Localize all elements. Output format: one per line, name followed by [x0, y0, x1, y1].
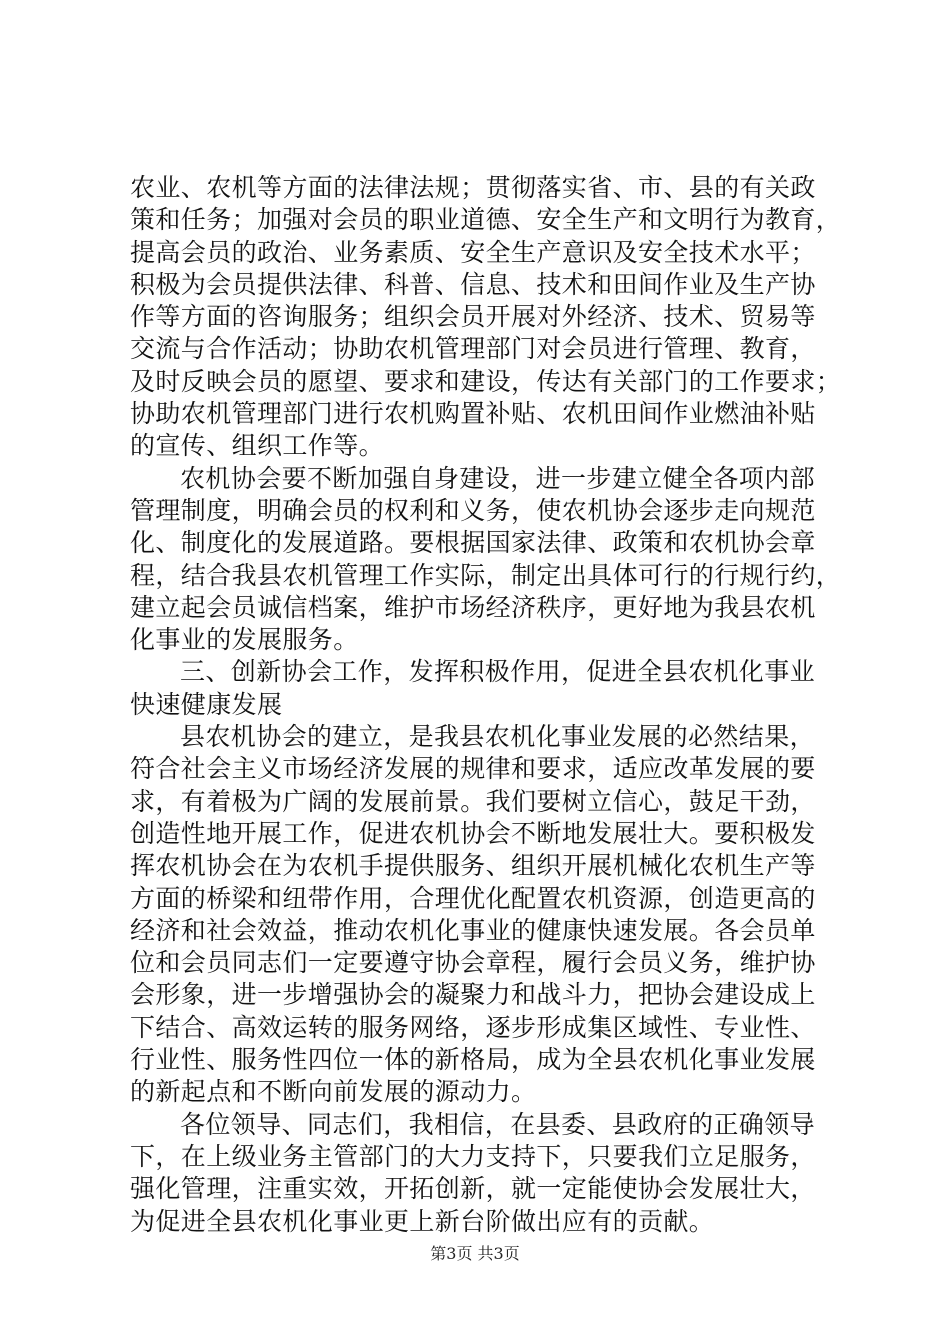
- text-line: 县农机协会的建立，是我县农机化事业发展的必然结果，: [180, 722, 816, 752]
- text-line: 农业、农机等方面的法律法规；贯彻落实省、市、县的有关政: [130, 173, 816, 202]
- text-line: 求，有着极为广阔的发展前景。我们要树立信心，鼓足干劲，: [130, 786, 816, 816]
- text-line: 程，结合我县农机管理工作实际，制定出具体可行的行规行约，: [130, 560, 842, 590]
- text-line: 的新起点和不断向前发展的源动力。: [130, 1077, 537, 1107]
- text-line: 化事业的发展服务。: [130, 625, 359, 655]
- text-line: 会形象，进一步增强协会的凝聚力和战斗力，把协会建设成上: [130, 980, 816, 1010]
- text-line: 行业性、服务性四位一体的新格局，成为全县农机化事业发展: [130, 1045, 816, 1075]
- text-line: 积极为会员提供法律、科普、信息、技术和田间作业及生产协: [130, 269, 816, 299]
- text-line: 管理制度，明确会员的权利和义务，使农机协会逐步走向规范: [130, 495, 816, 525]
- text-line: 强化管理，注重实效，开拓创新，就一定能使协会发展壮大，: [130, 1174, 816, 1204]
- text-line: 及时反映会员的愿望、要求和建设，传达有关部门的工作要求；: [130, 366, 842, 396]
- text-line: 符合社会主义市场经济发展的规律和要求，适应改革发展的要: [130, 754, 816, 784]
- text-line: 下结合、高效运转的服务网络，逐步形成集区域性、专业性、: [130, 1012, 816, 1042]
- text-line: 协助农机管理部门进行农机购置补贴、农机田间作业燃油补贴: [130, 399, 816, 429]
- text-line: 提高会员的政治、业务素质、安全生产意识及安全技术水平；: [130, 237, 816, 267]
- text-line: 化、制度化的发展道路。要根据国家法律、政策和农机协会章: [130, 528, 816, 558]
- text-line: 创造性地开展工作，促进农机协会不断地发展壮大。要积极发: [130, 818, 816, 848]
- text-line: 经济和社会效益，推动农机化事业的健康快速发展。各会员单: [130, 915, 816, 945]
- text-line: 策和任务；加强对会员的职业道德、安全生产和文明行为教育，: [130, 205, 842, 235]
- text-line: 三、创新协会工作，发挥积极作用，促进全县农机化事业: [180, 657, 816, 687]
- text-line: 各位领导、同志们，我相信，在县委、县政府的正确领导: [180, 1109, 816, 1139]
- text-line: 建立起会员诚信档案，维护市场经济秩序，更好地为我县农机: [130, 592, 816, 622]
- text-line: 挥农机协会在为农机手提供服务、组织开展机械化农机生产等: [130, 851, 816, 881]
- text-line: 方面的桥梁和纽带作用，合理优化配置农机资源，创造更高的: [130, 883, 816, 913]
- page-number-footer: 第3页 共3页: [430, 1244, 520, 1263]
- text-line: 农机协会要不断加强自身建设，进一步建立健全各项内部: [180, 463, 816, 493]
- text-line: 下，在上级业务主管部门的大力支持下，只要我们立足服务，: [130, 1141, 816, 1171]
- text-line: 作等方面的咨询服务；组织会员开展对外经济、技术、贸易等: [130, 302, 816, 332]
- text-line: 交流与合作活动；协助农机管理部门对会员进行管理、教育，: [130, 334, 816, 364]
- text-line: 快速健康发展: [130, 689, 283, 719]
- text-line: 位和会员同志们一定要遵守协会章程，履行会员义务，维护协: [130, 948, 816, 978]
- text-line: 的宣传、组织工作等。: [130, 431, 385, 461]
- text-line: 为促进全县农机化事业更上新台阶做出应有的贡献。: [130, 1206, 715, 1236]
- document-body: [130, 172, 840, 1238]
